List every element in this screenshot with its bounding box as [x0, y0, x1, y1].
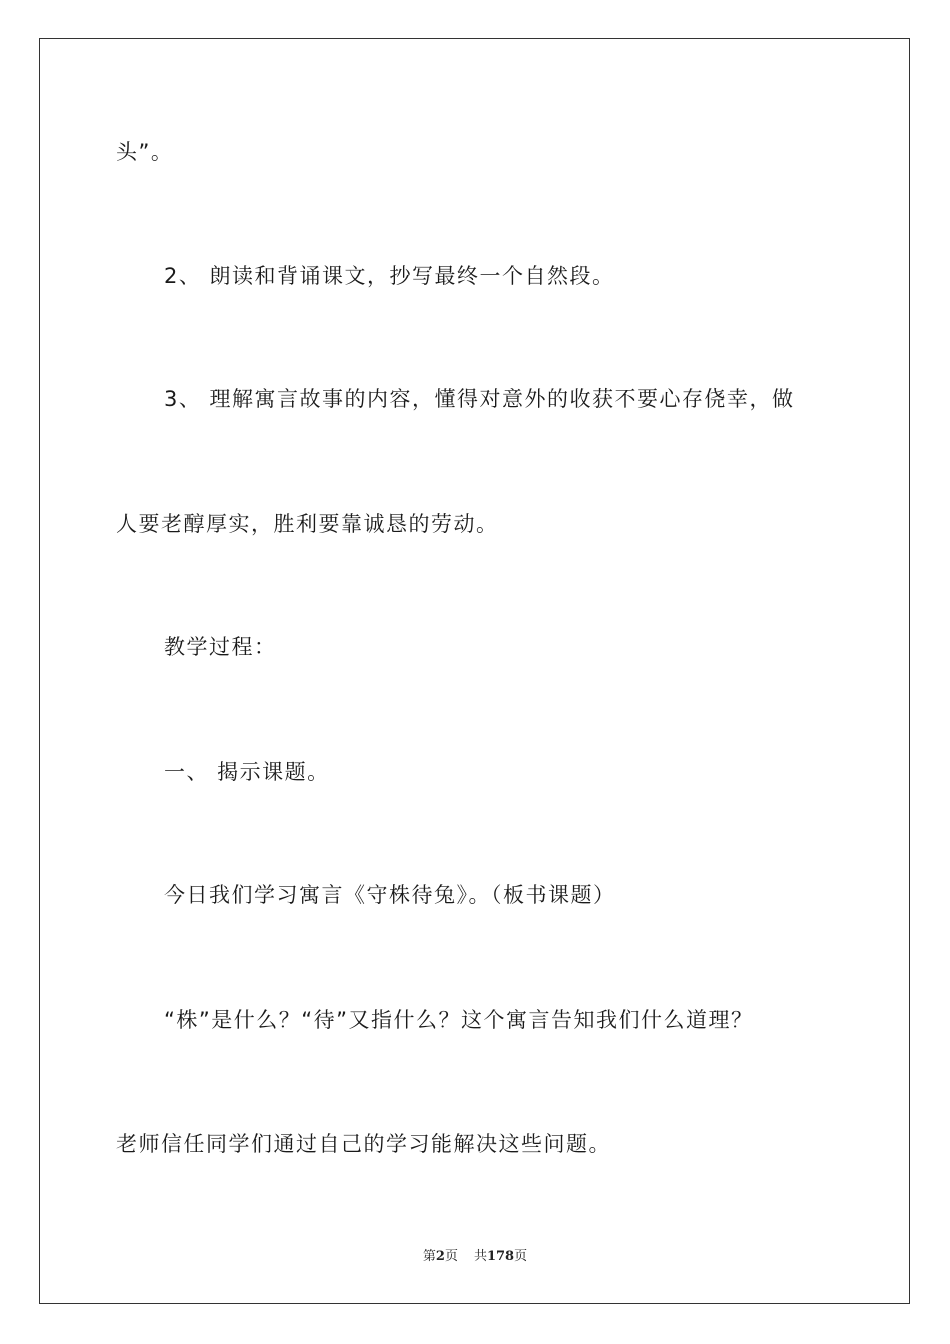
text-line-8: “株”是什么？“待”又指什么？这个寓言告知我们什么道理？: [164, 1008, 754, 1032]
text-line-9: 老师信任同学们通过自己的学习能解决这些问题。: [116, 1132, 611, 1156]
text-line-5: 教学过程：: [164, 635, 277, 659]
text-line-3: 3、 理解寓言故事的内容，懂得对意外的收获不要心存侥幸，做: [164, 387, 795, 411]
footer-total-pages: 178: [486, 1249, 515, 1264]
footer-page-number: 2: [435, 1249, 445, 1264]
text-line-2: 2、 朗读和背诵课文，抄写最终一个自然段。: [164, 264, 615, 288]
footer-page-prefix: 第: [422, 1249, 436, 1264]
text-line-1: 头”。: [116, 140, 174, 164]
footer-total-prefix: 共: [473, 1249, 487, 1264]
footer-total-suffix: 页: [514, 1249, 528, 1264]
page-footer: [0, 1248, 950, 1266]
text-line-6: 一、 揭示课题。: [164, 760, 330, 784]
page-border: [39, 38, 910, 1304]
text-line-7: 今日我们学习寓言《守株待兔》。（板书课题）: [164, 883, 616, 907]
text-line-4: 人要老醇厚实，胜利要靠诚恳的劳动。: [116, 512, 499, 536]
footer-page-suffix: 页: [444, 1249, 458, 1264]
